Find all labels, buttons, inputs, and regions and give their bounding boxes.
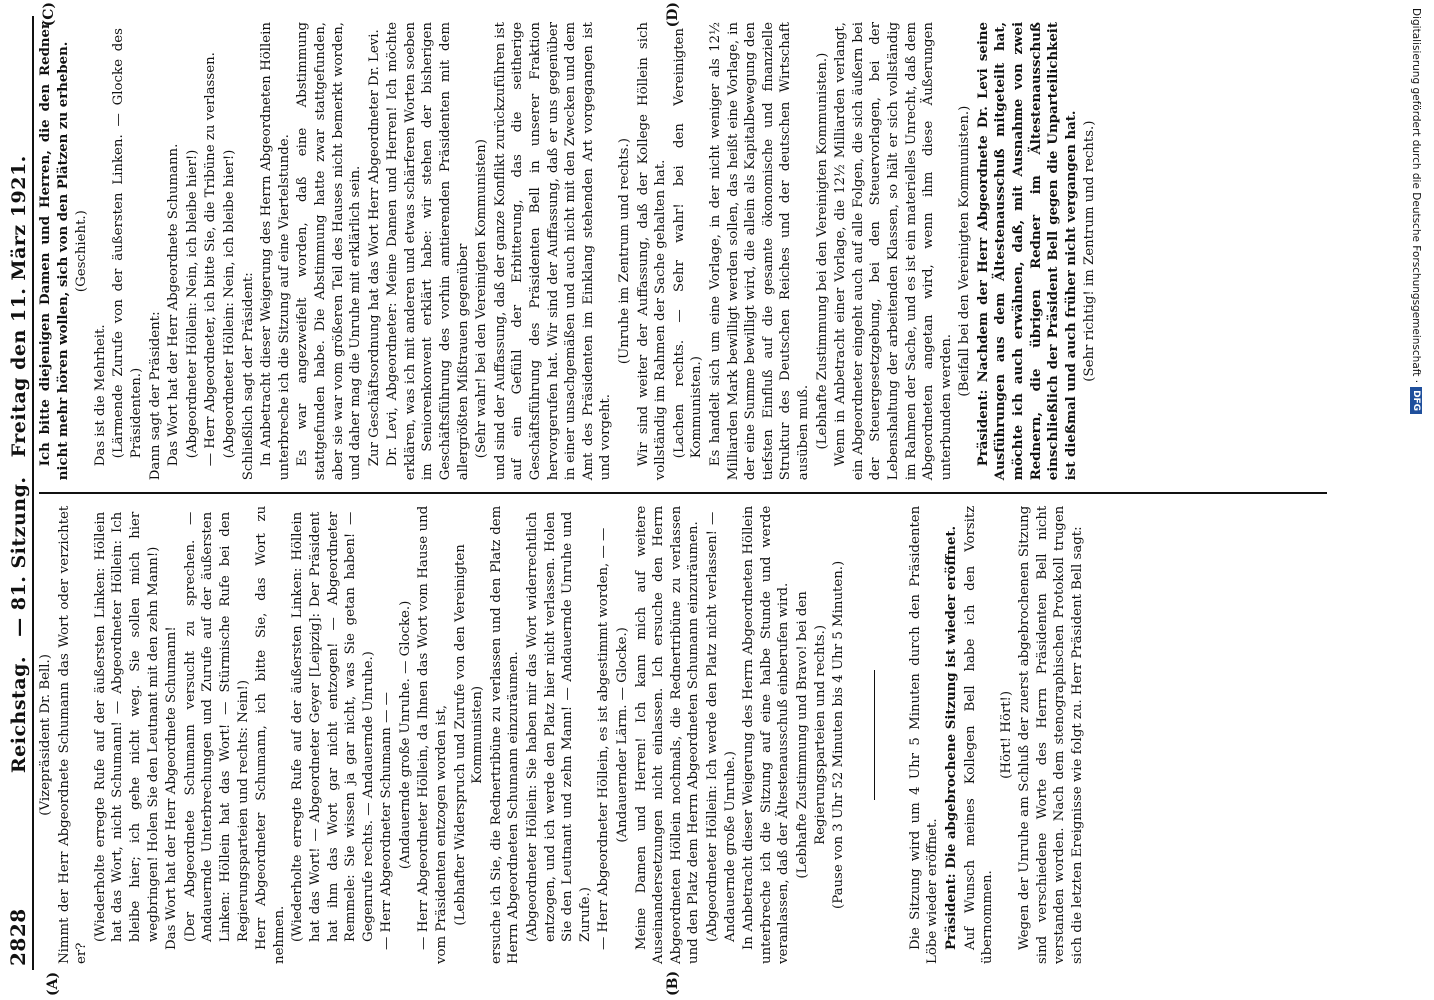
paragraph: Wenn in Anbetracht einer Vorlage, die 12½ Milliarden verlangt, ein Abgeordneter eingeht auch auf alle Folgen, die sich äußern bei der Steuergesetzgebung, bei den Steuervorlagen, bei der Lebenshaltung der arbeitenden Klassen, so hält er sich vollständig im Rahmen der Sache, und es ist ein materielles Unrecht, daß dem Abgeordneten angetan wird, wenn ihm diese Äußerungen unterbunden werden. bbox=[833, 22, 954, 481]
paragraph: Wir sind weiter der Auffassung, daß der Kollege Höllein sich vollständig im Rahmen der Sache gehalten hat. bbox=[635, 22, 669, 481]
interjection: (Der Abgeordnete Schumann versucht zu sprechen. — Andauernde Unterbrechungen und Zurufe auf der äußersten Linken: Höllein hat das Wort! — Stürmische Rufe bei den Regierungsparteien und rechts: Nein!) bbox=[182, 511, 251, 942]
stage-direction: (Vizepräsident Dr. Bell.) bbox=[38, 654, 53, 816]
paragraph: Meine Damen und Herren! Ich kann mich auf weitere Auseinandersetzungen nicht einlassen. Ich ersuche den Herrn Abgeordneten Höllein nochmals, die Rednertribüne zu verlassen und den Platz dem Herrn Abgeordneten Schumann einzuräumen. bbox=[633, 505, 702, 964]
speaker-paragraph: Präsident: Die abgebrochene Sitzung ist wieder eröffnet. bbox=[943, 525, 959, 950]
paragraph: In Anbetracht dieser Weigerung des Herrn Abgeordneten Höllein unterbreche ich die Sitzung auf eine halbe Stunde und werde veranlassen, daß der Ältestenausschuß einberufen wird. bbox=[741, 505, 792, 964]
paragraph: — Herr Abgeordneter Schumann — — bbox=[379, 692, 395, 950]
column-divider bbox=[39, 492, 1327, 494]
paragraph: Das Wort hat der Herr Abgeordnete Schumann! bbox=[164, 626, 180, 950]
speaker-paragraph: Präsident: Nachdem der Herr Abgeordnete Dr. Levi seine Ausführungen aus dem Ältestenausschuß mitgeteilt hat, möchte ich auch erwähnen, daß, mit Ausnahme von zwei Rednern, die übrigen Redner im Ältestenausschuß einschließlich der Präsident Bell gegen die Unparteilichkeit ist dießmal und auch früher nicht vergangen hat. bbox=[975, 22, 1079, 481]
section-separator bbox=[874, 670, 875, 800]
paragraph: Schließlich sagt der Präsident: bbox=[240, 272, 256, 481]
stage-direction: (Lebhafte Zustimmung und Bravo! bei den Regierungsparteien und rechts.) bbox=[794, 591, 828, 879]
margin-marker-d: (D) bbox=[665, 2, 681, 28]
paragraph: — Herr Abgeordneter, ich bitte Sie, die Tribüne zu verlassen. bbox=[203, 52, 219, 467]
paragraph: Wegen der Unruhe am Schluß der zuerst abgebrochenen Sitzung sind verschiedene Worte des Herrn Präsidenten Bell nicht verstanden worden. Nach dem stenographischen Protokoll trugen sich die letzten Ereignisse wie folgt zu. Herr Präsident Bell sagt: bbox=[1017, 505, 1086, 964]
interjection: (Abgeordneter Höllein: Sie haben mir das Wort widerrechtlich entzogen, und ich werde den Platz hier nicht verlassen. Holen Sie den Leutnant und zehn Mann! — Andauernde Unruhe und Zurufe.) bbox=[525, 511, 593, 942]
paragraph: Das Wort hat der Herr Abgeordnete Schumann. bbox=[166, 143, 182, 467]
speaker-paragraph: Ich bitte diejenigen Damen und Herren, die den Redner nicht mehr hören wollen, sich von den Plätzen zu erheben. bbox=[38, 22, 71, 481]
page-number: 2828 bbox=[6, 908, 30, 966]
paragraph: — Herr Abgeordneter Höllein, da Ihnen das Wort vom Hause und vom Präsidenten entzogen worden ist, bbox=[416, 505, 450, 964]
stage-direction: (Lebhafter Widerspruch und Zurufe von den Vereinigten Kommunisten) bbox=[452, 544, 486, 926]
credit-text: Digitalisierung gefördert durch die Deutsche Forschungsgemeinschaft · bbox=[1410, 8, 1422, 384]
paragraph: Dr. Levi, Abgeordneter: Meine Damen und Herren! Ich möchte erklären, was ich mit anderen und etwas schärferen Worten soeben im Seniorenkonvent erklärt habe: wir stehen der bisherigen Geschäftsführung des vorhin amtierenden Präsidenten mit dem allergrößten Mißtrauen gegenüber bbox=[385, 22, 471, 481]
stage-direction: (Andauernder Lärm. — Glocke.) bbox=[615, 627, 630, 843]
paragraph: und sind der Auffassung, daß der ganze Konflikt zurückzuführen ist auf ein Gefühl der Erbitterung, das die seitherige Geschäftsführung des Präsidenten Bell in unserer Fraktion hervorgerufen hat. Wir sind der Auffassung, daß er uns gegenüber in einer unsachgemäßen und auch nicht mit den Zwecken und dem Amt des Präsidenten im Einklang stehenden Art vorgegangen ist und vorgeht. bbox=[492, 22, 614, 481]
interjection: (Lachen rechts. — Sehr wahr! bei den Vereinigten Kommunisten.) bbox=[671, 28, 705, 459]
paragraph: — Herr Abgeordneter Höllein, es ist abgestimmt worden, — — bbox=[596, 527, 612, 950]
running-title bbox=[8, 20, 30, 908]
stage-direction: (Andauernde große Unruhe. — Glocke.) bbox=[397, 600, 413, 870]
interjection: (Wiederholte erregte Rufe auf der äußersten Linken: Höllein hat das Wort! — Abgeordneter Geyer [Leipzig]: Der Präsident hat ihm das Wort gar nicht entzogen! — Abgeordneter Remmele: Sie wissen ja gar nicht, was Sie getan haben! — Gegenrufe rechts. — Andauernde Unruhe.) bbox=[290, 511, 376, 942]
header-date: Freitag den 11. März 1921. bbox=[8, 155, 30, 458]
stage-direction: (Sehr richtig! im Zentrum und rechts.) bbox=[1082, 120, 1098, 382]
interjection: (Wiederholte erregte Rufe auf der äußersten Linken: Höllein hat das Wort, nicht Schumann! — Abgeordneter Höllein: Ich bleibe hier; ich gehe nicht weg. Sie sollen mich hier wegbringen! Holen Sie den Leutnant mit den zehn Mann!) bbox=[92, 511, 161, 942]
paragraph: ersuche ich Sie, die Rednertribüne zu verlassen und den Platz dem Herrn Abgeordneten Schumann einzuräumen. bbox=[488, 505, 522, 964]
stage-direction: (Geschieht.) bbox=[74, 210, 90, 293]
stage-direction: (Hört! Hört!) bbox=[998, 690, 1014, 779]
interjection: (Lärmende Zurufe von der äußersten Linken. — Glocke des Präsidenten.) bbox=[111, 28, 144, 459]
right-column bbox=[37, 16, 1327, 492]
margin-marker-c: (C) bbox=[41, 2, 57, 27]
paragraph: Es war angezweifelt worden, daß eine Abstimmung stattgefunden habe. Die Abstimmung hatte zwar stattgefunden, aber sie war vom größeren Teil des Hauses nicht bemerkt worden, und daher mag die Unruhe mit erklärlich sein. bbox=[295, 22, 364, 481]
header-institution: Reichstag. bbox=[8, 655, 30, 774]
paragraph: Nimmt der Herr Abgeordnete Schumann das Wort oder verzichtet er? bbox=[56, 505, 90, 964]
two-column-body bbox=[37, 2, 1327, 996]
paragraph: In Anbetracht dieser Weigerung des Herrn Abgeordneten Höllein unterbreche ich die Sitzung auf eine Viertelstunde. bbox=[259, 22, 292, 481]
paragraph: Es handelt sich um eine Vorlage, in der nicht weniger als 12½ Milliarden Mark bewilligt werden sollen, das heißt eine Vorlage, in der eine Summe bewilligt wird, die allein als Kapitalbewegung den tiefsten Einfluß auf die gesamte ökonomische und finanzielle Struktur des Deutschen Reiches und der deutschen Wirtschaft ausüben muß. bbox=[707, 22, 811, 481]
interjection: (Abgeordneter Höllein: Nein, ich bleibe hier!) bbox=[221, 149, 237, 459]
interjection: (Abgeordneter Höllein: Ich werde den Platz nicht verlassen! — Andauernde große Unruhe.) bbox=[704, 511, 738, 942]
stage-direction: (Unruhe im Zentrum und rechts.) bbox=[617, 138, 632, 365]
stage-direction: (Lebhafte Zustimmung bei den Vereinigten Kommunisten.) bbox=[814, 52, 830, 450]
dfg-logo: DFG bbox=[1410, 387, 1422, 414]
paragraph: Dann sagt der Präsident: bbox=[147, 311, 163, 481]
paragraph: Das ist die Mehrheit. bbox=[92, 324, 108, 467]
paragraph: Zur Geschäftsordnung hat das Wort Herr Abgeordneter Dr. Levi. bbox=[366, 29, 382, 467]
paragraph: Die Sitzung wird um 4 Uhr 5 Minuten durch den Präsidenten Löbe wieder eröffnet. bbox=[907, 505, 941, 964]
margin-marker-b: (B) bbox=[665, 970, 681, 996]
interjection: (Abgeordneter Höllein: Nein, ich bleibe hier!) bbox=[184, 149, 200, 459]
stage-direction: (Pause von 3 Uhr 52 Minuten bis 4 Uhr 5 Minuten.) bbox=[831, 560, 847, 909]
paragraph: Auf Wunsch meines Kollegen Bell habe ich den Vorsitz übernommen. bbox=[962, 505, 996, 964]
digitization-credit bbox=[1410, 8, 1422, 414]
page-header bbox=[6, 16, 34, 970]
margin-marker-a: (A) bbox=[45, 971, 61, 996]
interjection: (Sehr wahr! bei den Vereinigten Kommunisten) bbox=[474, 139, 490, 459]
paragraph: Herr Abgeordneter Schumann, ich bitte Sie, das Wort zu nehmen. bbox=[254, 505, 287, 964]
stage-direction: (Beifall bei den Vereinigten Kommunisten.) bbox=[957, 105, 973, 397]
header-session: — 81. Sitzung. bbox=[8, 476, 30, 637]
left-column bbox=[37, 494, 1327, 970]
